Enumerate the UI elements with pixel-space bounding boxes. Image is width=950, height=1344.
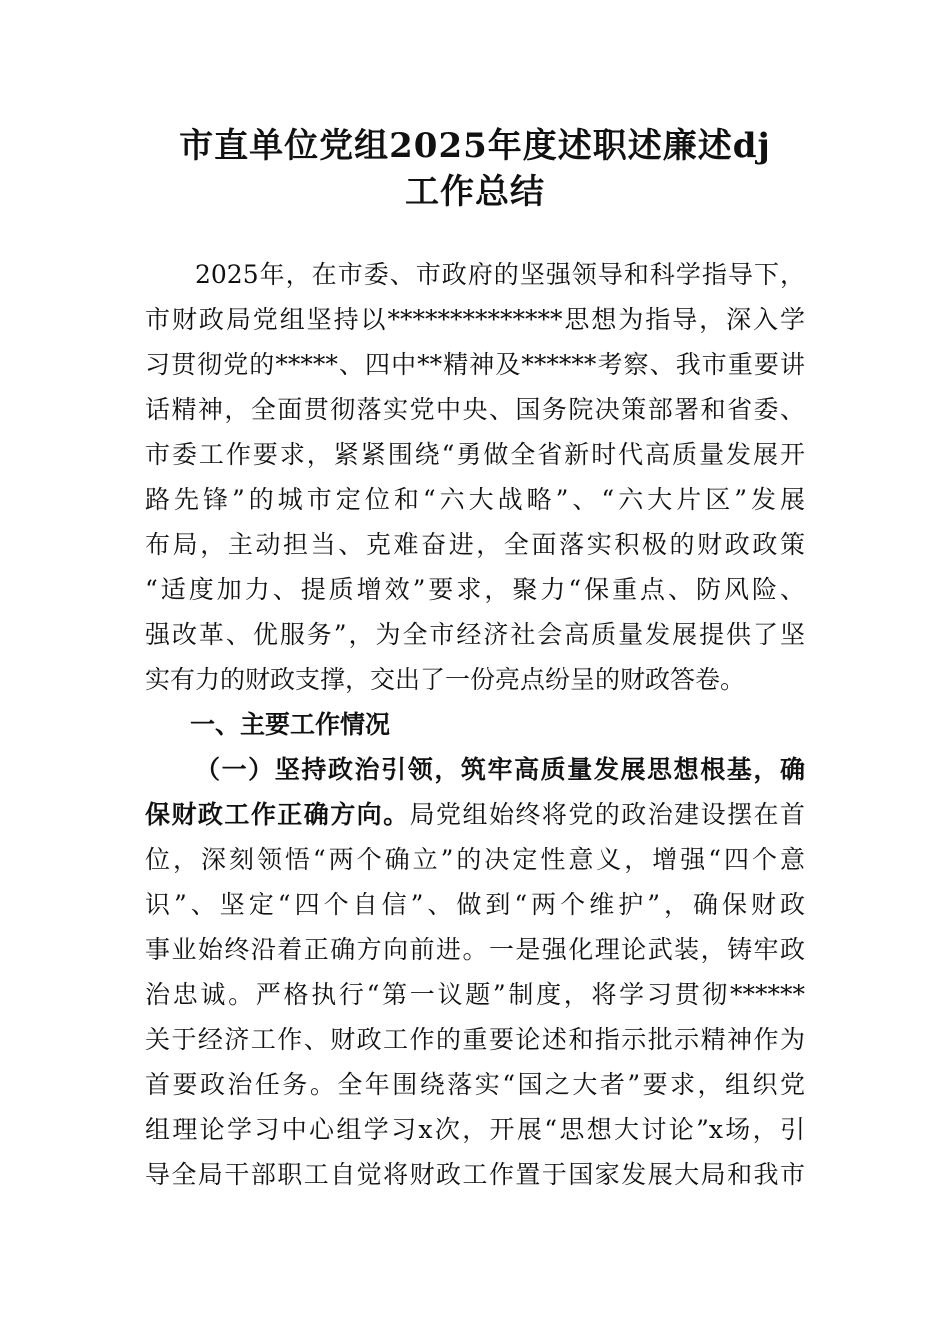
paragraph-line: 导全局干部职工自觉将财政工作置于国家发展大局和我市 — [145, 1160, 805, 1189]
paragraph-line: 强改革、优服务”，为全市经济社会高质量发展提供了坚 — [145, 620, 805, 649]
paragraph-line: 话精神，全面贯彻落实党中央、国务院决策部署和省委、 — [145, 395, 805, 424]
paragraph-line: 组理论学习中心组学习x次，开展“思想大讨论”x场，引 — [145, 1115, 805, 1144]
paragraph-line: 习贯彻党的*****、四中**精神及******考察、我市重要讲 — [145, 350, 805, 379]
paragraph-line: 识”、坚定“四个自信”、做到“两个维护”，确保财政 — [145, 890, 805, 919]
paragraph-line: 市委工作要求，紧紧围绕“勇做全省新时代高质量发展开 — [145, 440, 805, 469]
paragraph-line: “适度加力、提质增效”要求，聚力“保重点、防风险、 — [145, 575, 805, 604]
paragraph-line: 2025年，在市委、市政府的坚强领导和科学指导下， — [195, 260, 805, 289]
paragraph-line: 位，深刻领悟“两个确立”的决定性意义，增强“四个意 — [145, 845, 805, 874]
paragraph-line: 实有力的财政支撑，交出了一份亮点纷呈的财政答卷。 — [145, 665, 746, 694]
subsection-title-line: （一）坚持政治引领，筑牢高质量发展思想根基，确 — [195, 755, 805, 784]
section-heading: 一、主要工作情况 — [190, 710, 391, 739]
document-title-line-2: 工作总结 — [405, 172, 545, 212]
document-title-line-1: 市直单位党组2025年度述职述廉述dj — [179, 126, 771, 166]
paragraph-line: 治忠诚。严格执行“第一议题”制度，将学习贯彻****** — [145, 980, 805, 1009]
paragraph-text: 局党组始终将党的政治建设摆在首 — [409, 800, 805, 829]
paragraph-line: 首要政治任务。全年围绕落实“国之大者”要求，组织党 — [145, 1070, 805, 1099]
subsection-title-end: 保财政工作正确方向。 — [145, 800, 410, 829]
paragraph-line: 路先锋”的城市定位和“六大战略”、“六大片区”发展 — [145, 485, 805, 514]
paragraph-line — [145, 792, 805, 837]
paragraph-line: 事业始终沿着正确方向前进。一是强化理论武装，铸牢政 — [145, 935, 805, 964]
paragraph-line: 布局，主动担当、克难奋进，全面落实积极的财政政策 — [145, 530, 805, 559]
paragraph-line: 关于经济工作、财政工作的重要论述和指示批示精神作为 — [145, 1025, 805, 1054]
paragraph-line: 市财政局党组坚持以**************思想为指导，深入学 — [145, 305, 805, 334]
